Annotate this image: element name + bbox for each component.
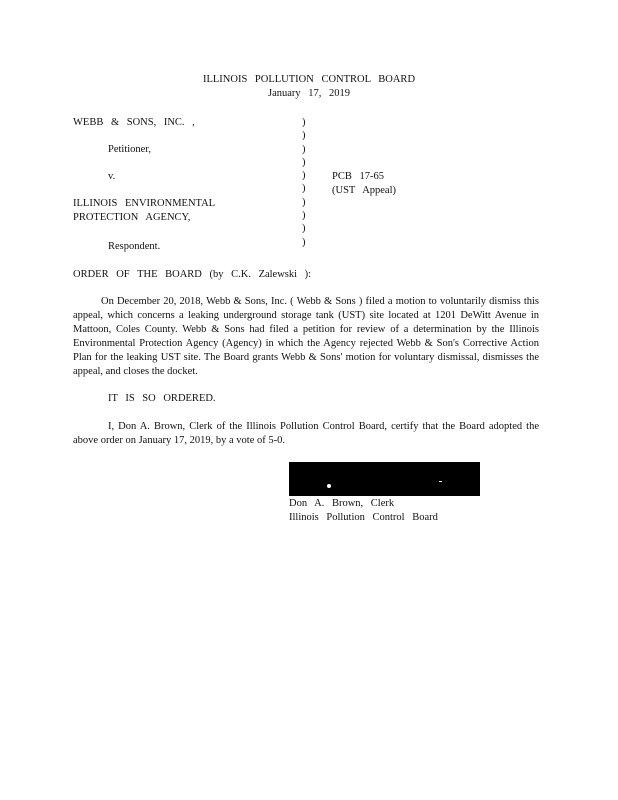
redacted-signature [289, 462, 480, 496]
caption-paren: ) [302, 130, 306, 142]
petitioner-name: WEBB & SONS, INC. , [73, 117, 195, 128]
petitioner-role: Petitioner, [108, 144, 152, 155]
respondent-role: Respondent. [108, 241, 161, 252]
caption-paren: ) [302, 143, 306, 155]
signature-mark [327, 484, 331, 488]
case-number: PCB 17-65 [332, 171, 384, 182]
order-heading: ORDER OF THE BOARD (by C.K. Zalewski ): [73, 269, 312, 280]
signature-mark [439, 481, 442, 482]
caption-paren: ) [302, 196, 306, 208]
order-date: January 17, 2019 [267, 88, 351, 99]
caption-parentheses [302, 116, 310, 249]
signature-organization: Illinois Pollution Control Board [289, 512, 438, 523]
so-ordered: IT IS SO ORDERED. [108, 393, 216, 404]
signature-name-title: Don A. Brown, Clerk [289, 498, 395, 509]
order-body-paragraph: On December 20, 2018, Webb & Sons, Inc. ( Webb & Sons ) filed a motion to voluntarily dismiss this appeal, which concerns a leaking underground storage tank (UST) site located at 1201 DeWitt Avenue in Mattoon, Coles County. Webb & Sons had filed a petition for review of a determination by the Illinois Environmental Protection Agency (Agency) in which the Agency rejected Webb & Son's Corrective Action Plan for the leaking UST site. The Board grants Webb & Sons' motion for voluntary dismissal, dismisses the appeal, and closes the docket. [73, 296, 539, 377]
case-type: (UST Appeal) [332, 185, 397, 196]
board-title: ILLINOIS POLLUTION CONTROL BOARD [202, 74, 416, 85]
caption-paren: ) [302, 236, 306, 248]
caption-paren: ) [302, 156, 306, 168]
caption-paren: ) [302, 170, 306, 182]
clerk-certification: I, Don A. Brown, Clerk of the Illinois Pollution Control Board, certify that the Board adopted the above order on January 17, 2019, by a vote of 5-0. [73, 421, 539, 446]
respondent-name-line2: PROTECTION AGENCY, [73, 212, 191, 223]
caption-paren: ) [302, 210, 306, 222]
versus-label: v. [108, 171, 116, 182]
caption-paren: ) [302, 183, 306, 195]
caption-paren: ) [302, 223, 306, 235]
caption-paren: ) [302, 117, 306, 128]
respondent-name-line1: ILLINOIS ENVIRONMENTAL [73, 198, 216, 209]
